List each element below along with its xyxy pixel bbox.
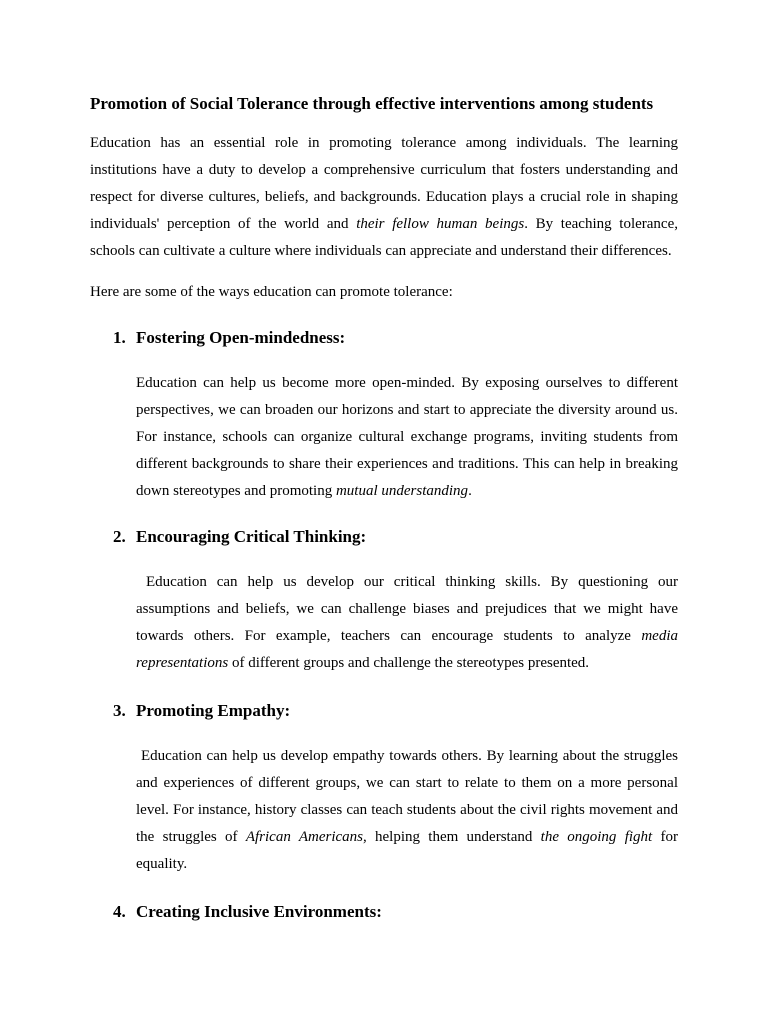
section-4-heading (90, 900, 678, 924)
ways-line: Here are some of the ways education can promote tolerance: (90, 284, 453, 300)
section-2-text-b: of different groups and challenge the stereotypes presented. (228, 655, 590, 671)
section-1-title: Fostering Open-mindedness: (136, 328, 346, 347)
intro-paragraph (90, 130, 678, 265)
section-1-emphasis-a: mutual understanding (335, 483, 469, 499)
document-title: Promotion of Social Tolerance through effective interventions among students (90, 94, 654, 113)
section-3-emphasis-a: African Americans (245, 829, 363, 845)
section-3-text-c: for equality. (136, 829, 678, 872)
intro-text-1: Education has an essential role in promoting tolerance among individuals. The learning institutions have a duty to develop a comprehensive curriculum that fosters understanding and respect for diverse cultures, beliefs, and backgrounds. Education plays a crucial role in shaping individuals' perception of the world and (90, 135, 678, 232)
section-4-title: Creating Inclusive Environments: (136, 902, 382, 921)
section-3-heading (90, 699, 678, 723)
section-3-text-b: , helping them understand (362, 829, 541, 845)
section-2-text-a: Education can help us develop our critical thinking skills. By questioning our assumptions and beliefs, we can challenge biases and prejudices that we might have towards others. For example, teachers can encourage students to analyze (136, 574, 678, 644)
section-2-number: 2. (113, 527, 126, 546)
section-1-heading (90, 326, 678, 350)
section-1-text-b: . (468, 483, 472, 499)
section-1-body (136, 370, 678, 505)
section-1-text-a: Education can help us become more open-minded. By exposing ourselves to different perspectives, we can broaden our horizons and start to appreciate the diversity around us. For instance, schools can organize cultural exchange programs, inviting students from different backgrounds to share their experiences and traditions. This can help in breaking down stereotypes and promoting (136, 375, 678, 499)
section-3-text-a: Education can help us develop empathy towards others. By learning about the struggles and experiences of different groups, we can start to relate to them on a more personal level. For instance, history classes can teach students about the civil rights movement and the struggles of (136, 748, 678, 845)
intro-emphasis: their fellow human beings (356, 216, 525, 232)
intro-text-2: . By teaching tolerance, schools can cultivate a culture where individuals can appreciate and understand their differences. (90, 216, 678, 259)
section-3-emphasis-b: the ongoing fight (540, 829, 653, 845)
section-3-title: Promoting Empathy: (136, 701, 291, 720)
section-1-number: 1. (113, 328, 126, 347)
section-2-title: Encouraging Critical Thinking: (136, 527, 367, 546)
document-page (90, 92, 678, 924)
section-3-body (136, 743, 678, 878)
section-4-number: 4. (113, 902, 126, 921)
section-3-number: 3. (113, 701, 126, 720)
section-2-heading (90, 525, 678, 549)
section-2-emphasis-a: media representations (136, 628, 678, 671)
section-2-body (136, 569, 678, 677)
